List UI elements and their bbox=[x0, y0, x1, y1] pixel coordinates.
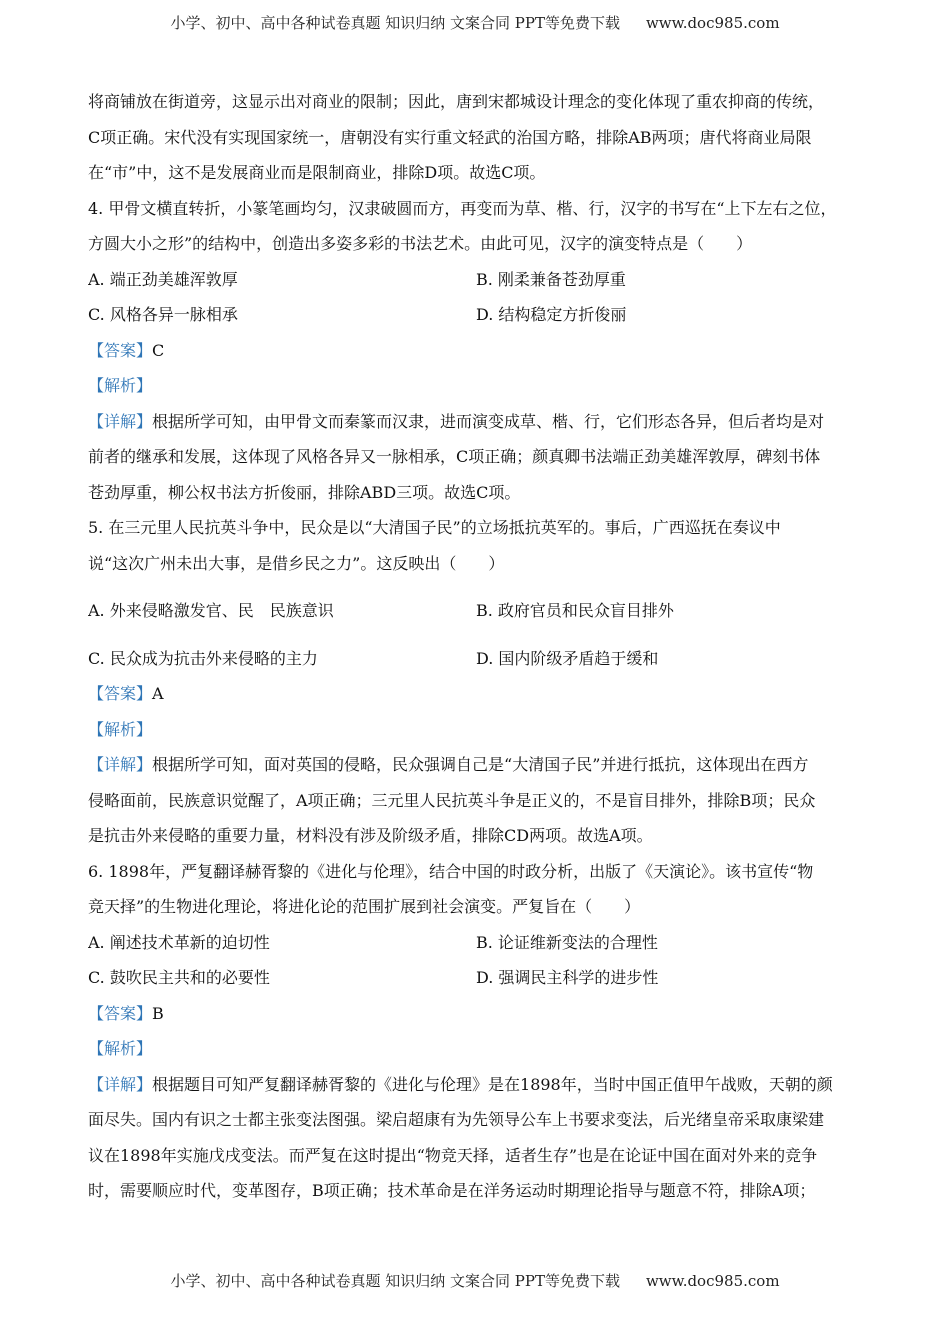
detail-tag: 【详解】 bbox=[88, 755, 153, 774]
question-6-stem: 6. 1898年，严复翻译赫胥黎的《进化与伦理》，结合中国的时政分析，出版了《天演论》。该书宣传“物 bbox=[88, 861, 814, 881]
option-d: D. 结构稳定方折俊丽 bbox=[476, 305, 627, 324]
question-5-stem: 说“这次广州未出大事，是借乡民之力”。这反映出（ ） bbox=[88, 553, 505, 573]
analysis-line bbox=[88, 1031, 873, 1067]
answer-line bbox=[88, 996, 873, 1032]
analysis-tag: 【解析】 bbox=[88, 376, 153, 395]
question-4-options bbox=[88, 262, 873, 298]
answer-line bbox=[88, 676, 873, 712]
option-a: A. 端正劲美雄浑敦厚 bbox=[88, 269, 238, 289]
analysis-tag: 【解析】 bbox=[88, 1039, 153, 1058]
detail-line: 是抗击外来侵略的重要力量，材料没有涉及阶级矛盾，排除CD两项。故选A项。 bbox=[88, 826, 653, 845]
detail-line: 面尽失。国内有识之士都主张变法图强。梁启超康有为先领导公车上书要求变法，后光绪皇帝采取康梁建 bbox=[88, 1110, 825, 1129]
question-5-options bbox=[88, 593, 873, 629]
header-site[interactable]: www.doc985.com bbox=[645, 14, 780, 32]
text-line: 在“市”中，这不是发展商业而是限制商业，排除D项。故选C项。 bbox=[88, 163, 546, 182]
detail-tag: 【详解】 bbox=[88, 411, 153, 431]
answer-tag: 【答案】 bbox=[88, 340, 153, 360]
question-4-options bbox=[88, 297, 873, 333]
answer-value: C bbox=[152, 340, 165, 360]
answer-tag: 【答案】 bbox=[88, 684, 153, 703]
option-d: D. 国内阶级矛盾趋于缓和 bbox=[476, 648, 659, 668]
question-6-options bbox=[88, 925, 873, 961]
option-c: C. 民众成为抗击外来侵略的主力 bbox=[88, 648, 318, 668]
option-b: B. 刚柔兼备苍劲厚重 bbox=[476, 269, 626, 289]
detail-line bbox=[88, 1067, 873, 1103]
question-6-stem: 竞天择”的生物进化理论，将进化论的范围扩展到社会演变。严复旨在（ ） bbox=[88, 897, 641, 916]
answer-value: A bbox=[152, 684, 164, 703]
question-5-stem: 5. 在三元里人民抗英斗争中，民众是以“大清国子民”的立场抵抗英军的。事后，广西巡抚在奏议中 bbox=[88, 518, 781, 537]
detail-line bbox=[88, 747, 873, 783]
question-6-options bbox=[88, 960, 873, 996]
text-line: C项正确。宋代没有实现国家统一，唐朝没有实行重文轻武的治国方略，排除AB两项；唐代将商业局限 bbox=[88, 127, 812, 147]
answer-value: B bbox=[152, 1003, 164, 1023]
question-5-options bbox=[88, 641, 873, 677]
analysis-tag: 【解析】 bbox=[88, 719, 153, 739]
option-b: B. 论证维新变法的合理性 bbox=[476, 932, 658, 952]
detail-line: 苍劲厚重，柳公权书法方折俊丽，排除ABD三项。故选C项。 bbox=[88, 482, 521, 502]
analysis-line bbox=[88, 368, 873, 404]
analysis-line bbox=[88, 712, 873, 748]
header-text: 小学、初中、高中各种试卷真题 知识归纳 文案合同 PPT等免费下载 bbox=[170, 14, 620, 32]
option-a: A. 阐述技术革新的迫切性 bbox=[88, 932, 270, 952]
page-header bbox=[0, 12, 950, 33]
option-c: C. 风格各异一脉相承 bbox=[88, 305, 238, 324]
answer-tag: 【答案】 bbox=[88, 1003, 153, 1023]
detail-text: 根据所学可知，面对英国的侵略，民众强调自己是“大清国子民”并进行抵抗，这体现出在西方 bbox=[152, 755, 809, 774]
answer-line bbox=[88, 333, 873, 369]
option-a: A. 外来侵略激发官、民 民族意识 bbox=[88, 601, 334, 620]
question-4-stem: 方圆大小之形”的结构中，创造出多姿多彩的书法艺术。由此可见，汉字的演变特点是（ ） bbox=[88, 234, 753, 253]
detail-line: 侵略面前，民族意识觉醒了，A项正确；三元里人民抗英斗争是正义的，不是盲目排外，排除B项；民众 bbox=[88, 790, 816, 810]
document-body bbox=[88, 84, 873, 1209]
option-d: D. 强调民主科学的进步性 bbox=[476, 968, 659, 987]
detail-text: 根据所学可知，由甲骨文而秦篆而汉隶，进而演变成草、楷、行，它们形态各异，但后者均是对 bbox=[152, 411, 825, 431]
footer-text: 小学、初中、高中各种试卷真题 知识归纳 文案合同 PPT等免费下载 bbox=[170, 1272, 620, 1290]
detail-line: 前者的继承和发展，这体现了风格各异又一脉相承，C项正确；颜真卿书法端正劲美雄浑敦厚，碑刻书体 bbox=[88, 447, 821, 466]
question-4-stem: 4. 甲骨文横直转折，小篆笔画均匀，汉隶破圆而方，再变而为草、楷、行，汉字的书写在“上下左右之位， bbox=[88, 198, 837, 218]
detail-line bbox=[88, 404, 873, 440]
footer-site[interactable]: www.doc985.com bbox=[645, 1272, 780, 1290]
option-c: C. 鼓吹民主共和的必要性 bbox=[88, 968, 270, 987]
option-b: B. 政府官员和民众盲目排外 bbox=[476, 601, 674, 620]
detail-text: 根据题目可知严复翻译赫胥黎的《进化与伦理》是在1898年，当时中国正值甲午战败，天朝的颜 bbox=[152, 1074, 833, 1094]
page-footer bbox=[0, 1270, 950, 1291]
detail-line: 议在1898年实施戊戌变法。而严复在这时提出“物竞天择，适者生存”也是在论证中国在面对外来的竞争 bbox=[88, 1145, 818, 1165]
detail-line: 时，需要顺应时代，变革图存，B项正确；技术革命是在洋务运动时期理论指导与题意不符，排除A项； bbox=[88, 1181, 816, 1200]
detail-tag: 【详解】 bbox=[88, 1074, 153, 1094]
text-line: 将商铺放在街道旁，这显示出对商业的限制；因此，唐到宋都城设计理念的变化体现了重农抑商的传统， bbox=[88, 92, 825, 111]
